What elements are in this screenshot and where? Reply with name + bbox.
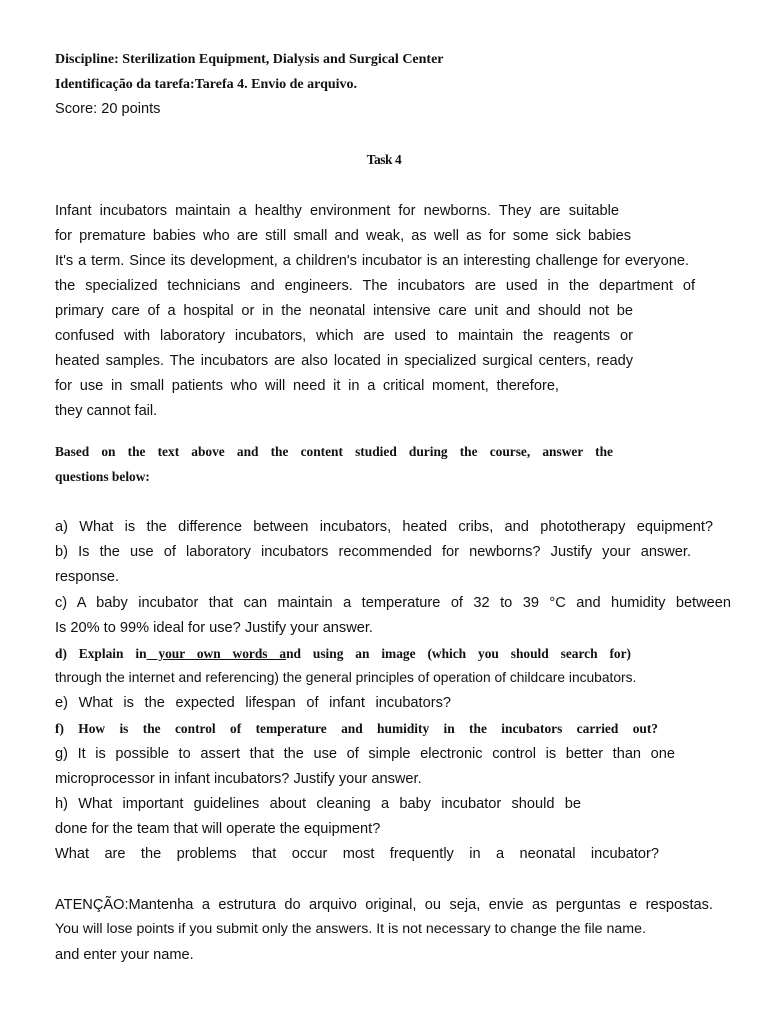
intro-line-8: for use in small patients who will need it in a critical moment, therefore, (55, 378, 559, 394)
question-g-line-2: microprocessor in infant incubators? Justify your answer. (55, 771, 422, 787)
question-f: f) How is the control of temperature and humidity in the incubators carried out? (55, 721, 658, 736)
intro-line-7: heated samples. The incubators are also located in specialized surgical centers, ready (55, 353, 633, 369)
intro-line-6: confused with laboratory incubators, which are used to maintain the reagents or (55, 328, 633, 344)
question-b-line-1: b) Is the use of laboratory incubators recommended for newborns? Justify your answer. (55, 544, 691, 560)
question-h-line-2: done for the team that will operate the equipment? (55, 821, 381, 837)
intro-line-3: It's a term. Since its development, a children's incubator is an interesting challenge for everyone. (55, 253, 689, 269)
intro-line-1: Infant incubators maintain a healthy environment for newborns. They are suitable (55, 203, 619, 219)
attention-line-2: You will lose points if you submit only the answers. It is not necessary to change the file name. (55, 921, 646, 937)
instruction-line-2: questions below: (55, 469, 150, 484)
question-b-line-2: response. (55, 569, 120, 585)
question-h-line-3: What are the problems that occur most frequently in a neonatal incubator? (55, 846, 659, 862)
question-d-underlined: your own words a (146, 646, 287, 661)
question-d-line-2: through the internet and referencing) the general principles of operation of childcare incubators. (55, 670, 637, 685)
intro-line-2: for premature babies who are still small and weak, as well as for some sick babies (55, 228, 631, 244)
intro-line-4: the specialized technicians and engineers. The incubators are used in the department of (55, 278, 695, 294)
question-c-line-1: c) A baby incubator that can maintain a temperature of 32 to 39 °C and humidity between (55, 595, 731, 611)
attention-line-3: and enter your name. (55, 947, 194, 963)
question-g-line-1: g) It is possible to assert that the use of simple electronic control is better than one (55, 746, 675, 762)
question-d-suffix: nd using an image (which you should search for) (286, 646, 631, 661)
question-d-prefix: d) Explain in (55, 646, 147, 661)
score-line: Score: 20 points (55, 101, 161, 117)
attention-line-1: ATENÇÃO:Mantenha a estrutura do arquivo original, ou seja, envie as perguntas e respostas. (55, 897, 713, 913)
intro-line-5: primary care of a hospital or in the neonatal intensive care unit and should not be (55, 303, 633, 319)
page-title: Task 4 (366, 152, 402, 167)
discipline-line: Discipline: Sterilization Equipment, Dialysis and Surgical Center (55, 52, 444, 67)
question-d-line-1 (55, 645, 631, 663)
question-e: e) What is the expected lifespan of infant incubators? (55, 695, 451, 711)
question-a: a) What is the difference between incubators, heated cribs, and phototherapy equipment? (55, 519, 713, 535)
intro-line-9: they cannot fail. (55, 403, 158, 419)
instruction-line-1: Based on the text above and the content studied during the course, answer the (55, 444, 613, 459)
task-id-line: Identificação da tarefa:Tarefa 4. Envio de arquivo. (55, 77, 358, 92)
question-h-line-1: h) What important guidelines about cleaning a baby incubator should be (55, 796, 581, 812)
question-c-line-2: Is 20% to 99% ideal for use? Justify your answer. (55, 620, 373, 636)
